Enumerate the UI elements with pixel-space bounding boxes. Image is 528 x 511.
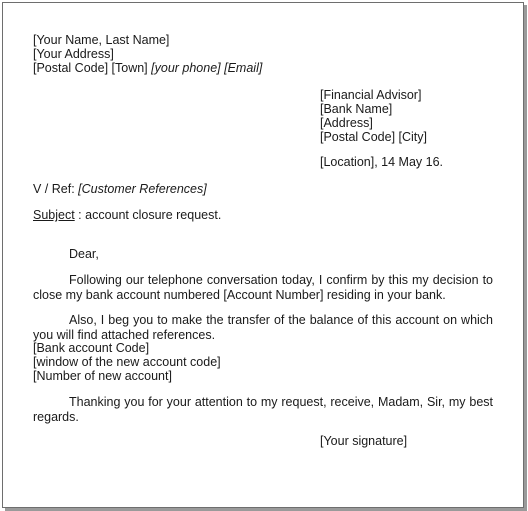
closing-paragraph: Thanking you for your attention to my request, receive, Madam, Sir, my best regards. <box>33 395 493 424</box>
body-paragraph-2: Also, I beg you to make the transfer of the balance of this account on which you will find attached references. <box>33 313 493 342</box>
recipient-title: [Financial Advisor] <box>320 88 422 102</box>
letter-page <box>2 2 524 508</box>
date-line: [Location], 14 May 16. <box>320 155 443 169</box>
reference-label: V / Ref: <box>33 182 75 196</box>
reference-value: [Customer References] <box>78 182 207 196</box>
sender-address: [Your Address] <box>33 47 114 61</box>
body-paragraph-1: Following our telephone conversation today, I confirm by this my decision to close my bank account numbered [Account Number] residing in your bank. <box>33 273 493 302</box>
account-line: [Number of new account] <box>33 369 172 383</box>
reference-line <box>33 182 207 197</box>
account-line: [window of the new account code] <box>33 355 221 369</box>
recipient-address: [Address] <box>320 116 373 130</box>
subject-text: : account closure request. <box>74 208 222 222</box>
sender-phone: [your phone] <box>151 61 221 75</box>
greeting: Dear, <box>69 247 99 261</box>
sender-email: [Email] <box>224 61 263 75</box>
recipient-bank: [Bank Name] <box>320 102 393 116</box>
sender-contact-line <box>33 61 262 76</box>
sender-name: [Your Name, Last Name] <box>33 33 170 47</box>
account-line: [Bank account Code] <box>33 341 150 355</box>
recipient-postal-city: [Postal Code] [City] <box>320 130 427 144</box>
signature-line: [Your signature] <box>320 434 408 448</box>
subject-line <box>33 208 221 223</box>
subject-label: Subject <box>33 208 75 222</box>
sender-postal-town: [Postal Code] [Town] <box>33 61 148 75</box>
